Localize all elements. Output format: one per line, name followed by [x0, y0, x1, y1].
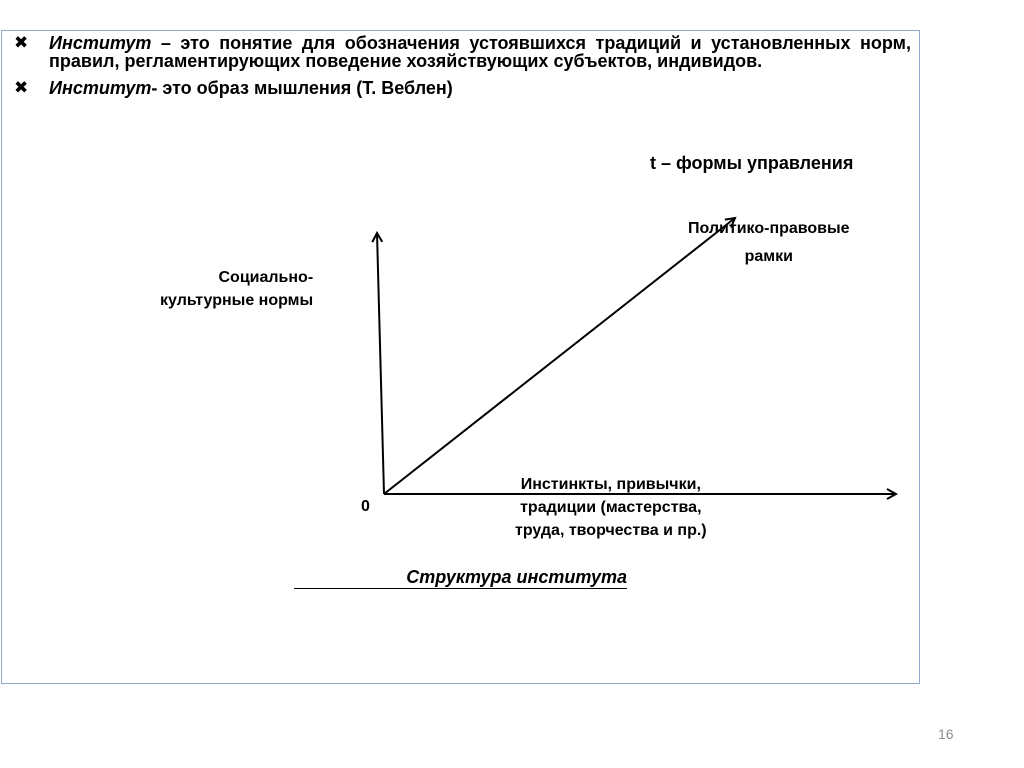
definition-text: - это образ мышления (Т. Веблен) — [151, 78, 453, 98]
cross-bullet-icon: ✖ — [14, 33, 29, 52]
cross-bullet-icon: ✖ — [14, 78, 29, 97]
horizontal-label-line: Инстинкты, привычки, — [520, 476, 701, 493]
horizontal-axis-label — [515, 473, 707, 542]
vertical-label-line: культурные нормы — [160, 292, 314, 309]
definition-term: Институт — [49, 33, 152, 53]
horizontal-label-line: традиции (мастерства, — [520, 499, 702, 516]
vertical-axis-arrow — [377, 233, 384, 494]
vertical-label-line: Социально- — [218, 269, 314, 286]
t-axis-label: t – формы управления — [650, 153, 854, 173]
diagonal-label-line: рамки — [744, 248, 793, 265]
diagonal-axis-label — [688, 215, 850, 271]
origin-label: 0 — [361, 498, 370, 515]
page-number: 16 — [938, 726, 954, 742]
diagonal-axis-arrow — [384, 218, 735, 494]
definition-text: – это понятие для обозначения устоявшихся традиций и установленных норм, правил, регламентирующих поведение хозяйствующих субъектов, индивидов. — [49, 33, 911, 71]
horizontal-label-line: труда, творчества и пр.) — [515, 522, 707, 539]
diagram-caption: Структура института — [294, 566, 627, 589]
diagonal-label-line: Политико-правовые — [688, 220, 850, 237]
definition-term: Институт — [49, 78, 152, 98]
vertical-axis-label — [160, 266, 313, 312]
